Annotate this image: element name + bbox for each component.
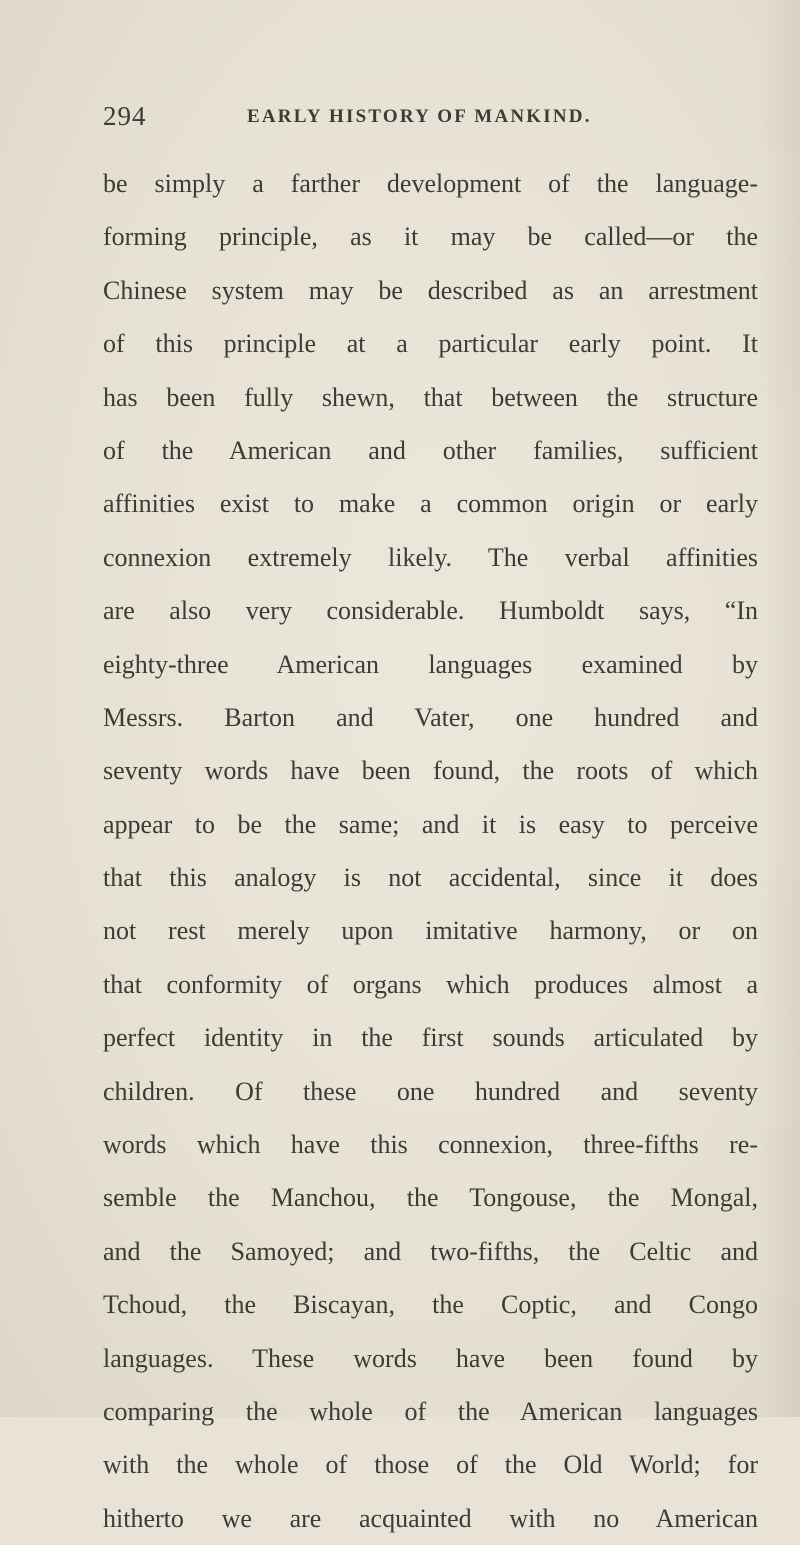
text-line: of this principle at a particular early point. It	[103, 329, 758, 359]
text-line: be simply a farther development of the language-	[103, 169, 758, 198]
page-number: 294	[103, 101, 147, 131]
text-line: has been fully shewn, that between the structure	[103, 382, 758, 412]
text-line: words which have this connexion, three-fifths re-	[103, 1130, 758, 1160]
text-line: forming principle, as it may be called—or the	[103, 222, 758, 252]
text-line: semble the Manchou, the Tongouse, the Mongal,	[103, 1183, 758, 1213]
text-line: Messrs. Barton and Vater, one hundred and	[103, 702, 758, 732]
running-head: EARLY HISTORY OF MANKIND.	[247, 106, 592, 127]
text-line: languages. These words have been found by	[103, 1343, 758, 1373]
text-line: affinities exist to make a common origin or early	[103, 489, 758, 519]
text-line: that conformity of organs which produces almost a	[103, 969, 758, 999]
body-text	[103, 157, 758, 1545]
text-line: hitherto we are acquainted with no American	[103, 1503, 758, 1533]
text-line: Chinese system may be described as an arrestment	[103, 275, 758, 305]
page-edge-shadow	[760, 0, 800, 1417]
page-header	[0, 96, 800, 136]
text-line: appear to be the same; and it is easy to perceive	[103, 809, 758, 839]
text-line: seventy words have been found, the roots of which	[103, 756, 758, 786]
text-line: with the whole of those of the Old World; for	[103, 1450, 758, 1480]
text-line: Tchoud, the Biscayan, the Coptic, and Congo	[103, 1290, 758, 1320]
text-line: and the Samoyed; and two-fifths, the Celtic and	[103, 1236, 758, 1266]
text-line: not rest merely upon imitative harmony, or on	[103, 916, 758, 946]
text-line: connexion extremely likely. The verbal affinities	[103, 542, 758, 572]
text-line: eighty-three American languages examined by	[103, 649, 758, 679]
text-line: of the American and other families, sufficient	[103, 435, 758, 465]
text-line: are also very considerable. Humboldt says, “In	[103, 596, 758, 626]
text-line: children. Of these one hundred and seventy	[103, 1076, 758, 1106]
text-line: comparing the whole of the American languages	[103, 1396, 758, 1426]
text-line: perfect identity in the first sounds articulated by	[103, 1023, 758, 1053]
text-line: that this analogy is not accidental, since it does	[103, 863, 758, 893]
